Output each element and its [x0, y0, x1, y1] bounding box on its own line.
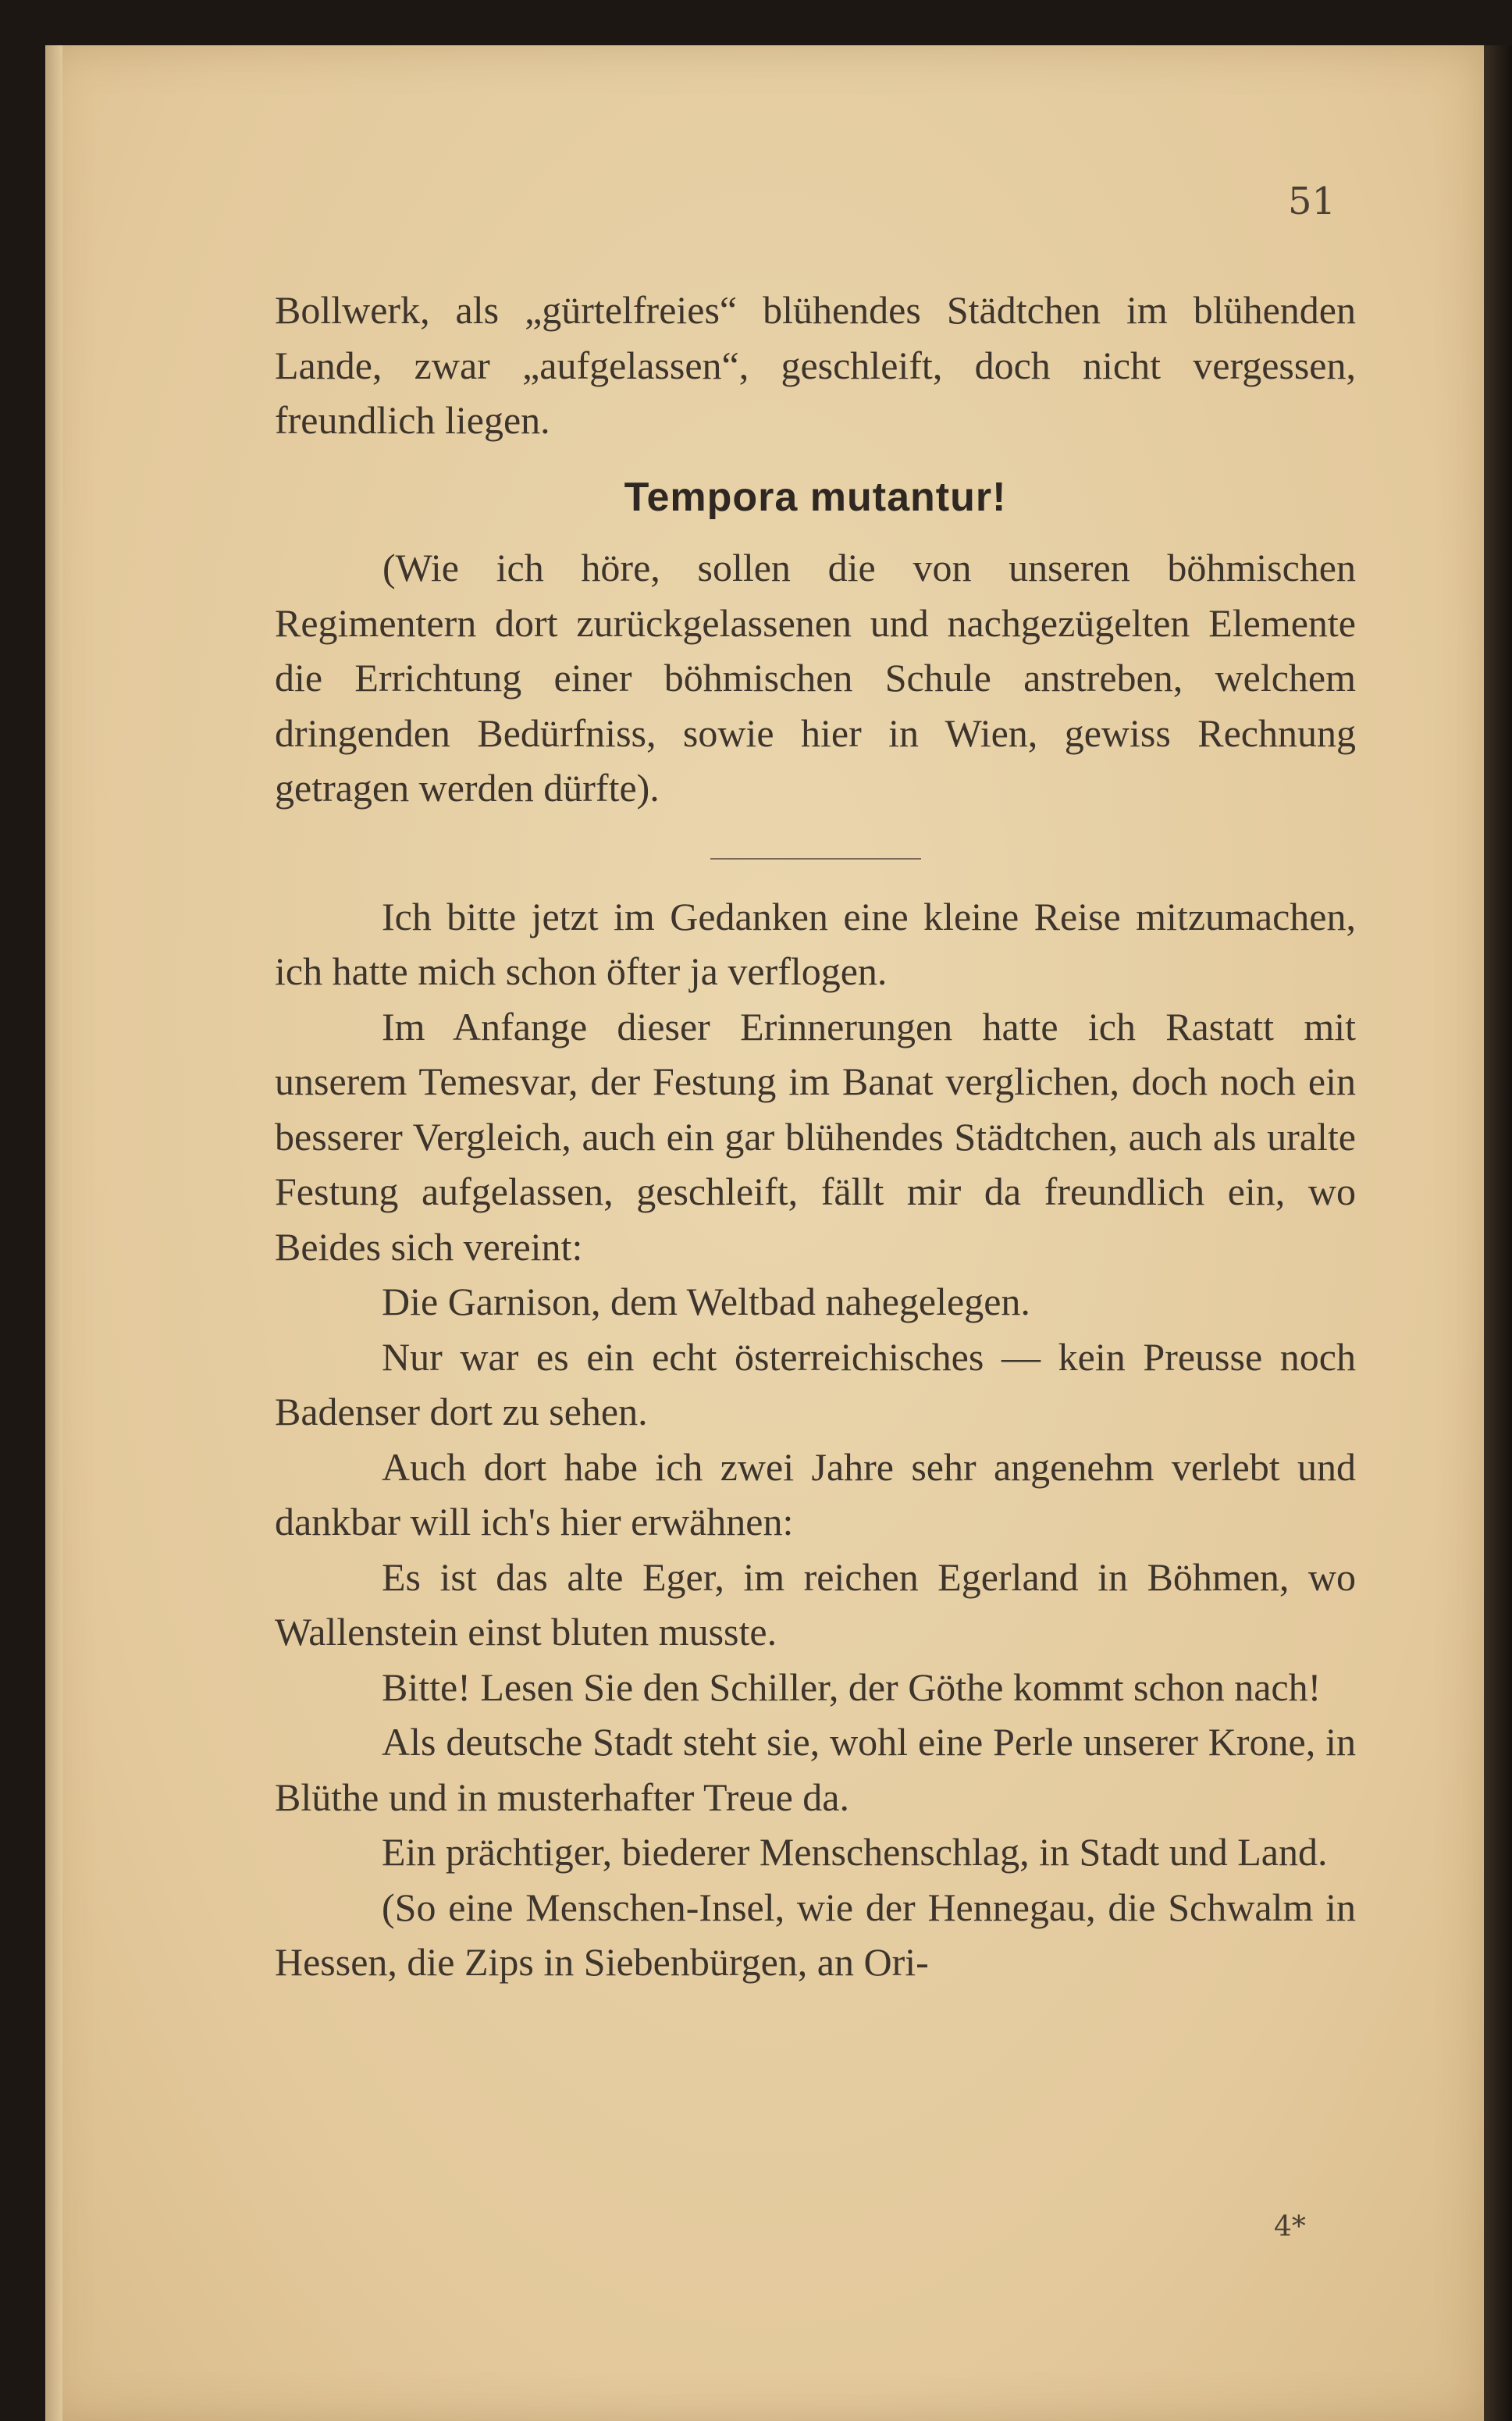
paragraph: Als deutsche Stadt steht sie, wohl eine Perle unserer Krone, in Blüthe und in musterhafter Treue da.: [275, 1720, 1356, 1819]
paragraph: Auch dort habe ich zwei Jahre sehr angenehm verlebt und dankbar will ich's hier erwähnen:: [275, 1444, 1356, 1543]
body-text: [275, 283, 1356, 1990]
paragraph: Bitte! Lesen Sie den Schiller, der Göthe kommt schon nach!: [382, 1664, 1322, 1709]
paragraph: Es ist das alte Eger, im reichen Egerland in Böhmen, wo Wallenstein einst bluten musste.: [275, 1554, 1356, 1654]
section-divider: [710, 858, 921, 860]
book-edge: [1484, 45, 1512, 2421]
paragraph: (So eine Menschen-Insel, wie der Hennegau, die Schwalm in Hessen, die Zips in Siebenbürgen, an Ori-: [275, 1885, 1356, 1984]
section-heading: Tempora mutantur!: [624, 474, 1007, 520]
parenthetical-note: (Wie ich höre, sollen die von unseren böhmischen Regimentern dort zurückgelassenen und nachgezügelten Elemente die Errichtung einer böhmischen Schule anstreben, welchem dringenden Bedürfniss, sowie hier in Wien, gewiss Rechnung getragen werden dürfte).: [275, 546, 1356, 810]
page-number: 51: [1288, 180, 1336, 223]
paragraph: Ich bitte jetzt im Gedanken eine kleine Reise mitzumachen, ich hatte mich schon öfter ja verflogen.: [275, 894, 1356, 993]
paragraph: Ein prächtiger, biederer Menschenschlag, in Stadt und Land.: [382, 1830, 1328, 1874]
paragraph-continuation: Bollwerk, als „gürtelfreies“ blühendes Städtchen im blühenden Lande, zwar „aufgelassen“, geschleift, doch nicht vergessen, freundlich liegen.: [275, 288, 1356, 442]
paragraph: Im Anfange dieser Erinnerungen hatte ich Rastatt mit unserem Temesvar, der Festung im Banat verglichen, doch noch ein besserer Vergleich, auch ein gar blühendes Städtchen, auch als uralte Festung aufgelassen, geschleift, fällt mir da freundlich ein, wo Beides sich vereint:: [275, 1004, 1356, 1269]
signature-mark: 4*: [1274, 2211, 1306, 2243]
paragraph: Nur war es ein echt österreichisches — kein Preusse noch Badenser dort zu sehen.: [275, 1334, 1356, 1433]
paragraph: Die Garnison, dem Weltbad nahegelegen.: [382, 1280, 1030, 1323]
page-gutter: [45, 45, 62, 2421]
